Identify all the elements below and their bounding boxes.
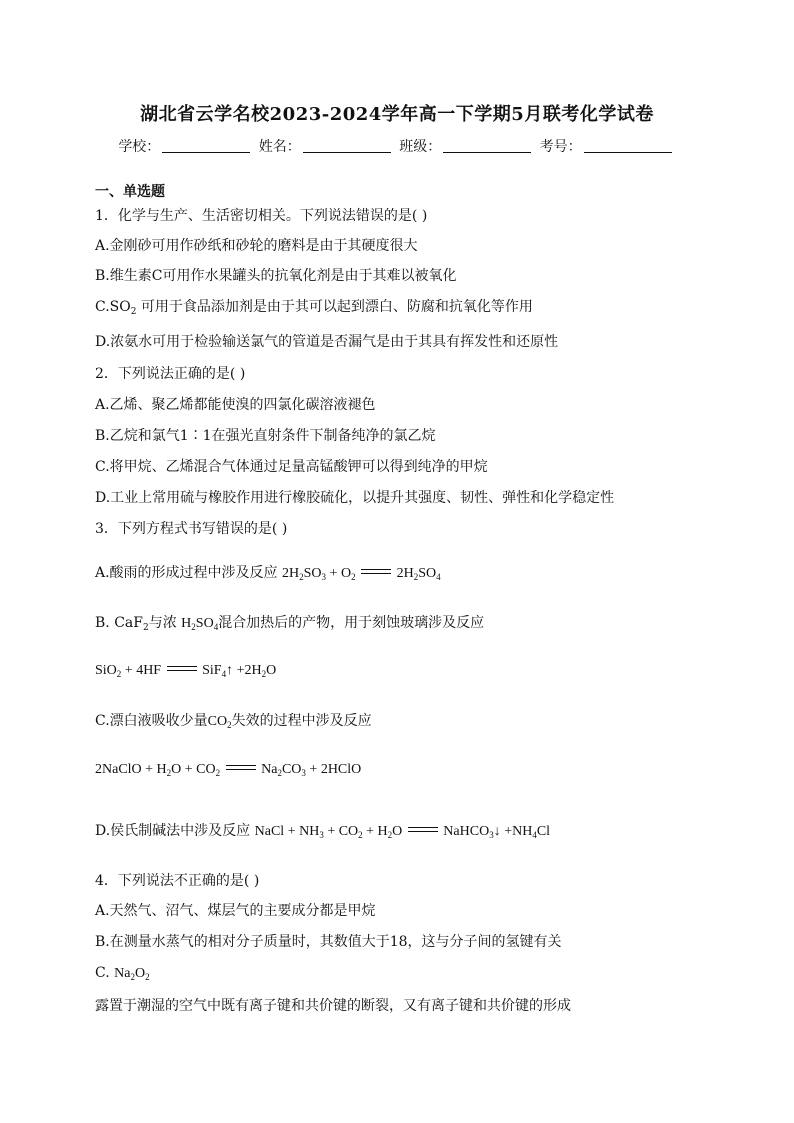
q1-c-formula: C.SO: [95, 299, 131, 315]
q4-option-a: A.天然气、沼气、煤层气的主要成分都是甲烷: [95, 903, 376, 919]
q2-option-b: B.乙烷和氯气1∶1在强光直射条件下制备纯净的氯乙烷: [95, 428, 436, 444]
q4-option-b: B.在测量水蒸气的相对分子质量时，其数值大于18，这与分子间的氢键有关: [95, 934, 562, 950]
q1-c-text: 可用于食品添加剂是由于其可以起到漂白、防腐和抗氧化等作用: [140, 299, 533, 315]
q3-option-d: [95, 823, 550, 841]
q3-stem: 3．下列方程式书写错误的是( ): [95, 521, 288, 537]
name-blank[interactable]: [303, 138, 391, 153]
q3-c-text-2: 失效的过程中涉及反应: [231, 713, 372, 729]
q1-stem: 1．化学与生产、生活密切相关。下列说法错误的是( ): [95, 208, 428, 224]
q3-c-text-1: C.漂白液吸收少量: [95, 713, 208, 729]
q3-a-equation: $2H_2SO_3 + O_2$ $2H_2SO_4$: [282, 566, 441, 582]
q1-option-c: [95, 299, 533, 316]
q1-c-subscript: 2: [130, 307, 137, 317]
q1-option-a: A.金刚砂可用作砂纸和砂轮的磨料是由于其硬度很大: [95, 238, 418, 254]
q3-b-text-3: 混合加热后的产物，用于刻蚀玻璃涉及反应: [218, 615, 485, 631]
q3-b-text-1: B. CaF: [95, 615, 143, 631]
school-label: 学校：: [118, 139, 161, 155]
class-label: 班级：: [399, 139, 442, 155]
class-blank[interactable]: [443, 138, 531, 153]
name-label: 姓名：: [258, 139, 301, 155]
q3-option-a: [95, 565, 441, 583]
q3-a-text: A.酸雨的形成过程中涉及反应: [95, 565, 278, 581]
q3-c-equation: 2NaClO + $H_2O + CO_2$ $Na_2CO_3$ + 2HClO: [95, 762, 362, 778]
q4-option-c-cont: 露置于潮湿的空气中既有离子键和共价键的断裂，又有离子键和共价键的形成: [95, 998, 571, 1014]
q3-d-text: D.侯氏制碱法中涉及反应: [95, 823, 251, 839]
q2-option-a: A.乙烯、聚乙烯都能使溴的四氯化碳溶液褪色: [95, 397, 376, 413]
exam-title: 湖北省云学名校2023-2024学年高一下学期5月联考化学试卷: [140, 104, 654, 125]
student-info-row: [0, 136, 794, 156]
school-blank[interactable]: [162, 138, 250, 153]
q3-option-b: B. CaF$_2$与浓 $H_2SO_4$混合加热后的产物，用于刻蚀玻璃涉及反应: [95, 615, 485, 633]
q4-option-c: C. $Na_2O_2$: [95, 965, 150, 982]
q2-stem: 2．下列说法正确的是( ): [95, 366, 246, 382]
q3-option-c: C.漂白液吸收少量$CO_2$失效的过程中涉及反应: [95, 713, 372, 730]
number-label: 考号：: [539, 139, 582, 155]
section-heading: 一、单选题: [95, 184, 165, 200]
q2-option-c: C.将甲烷、乙烯混合气体通过足量高锰酸钾可以得到纯净的甲烷: [95, 459, 488, 475]
q1-option-b: B.维生素C可用作水果罐头的抗氧化剂是由于其难以被氧化: [95, 268, 457, 284]
q4-stem: 4．下列说法不正确的是( ): [95, 873, 260, 889]
q3-b-equation: SiO$_2$ + 4HF SiF$_4$↑ $+2H_2O$: [95, 663, 277, 679]
q3-b-text-2: 与浓: [148, 615, 177, 631]
q3-d-equation: NaCl + $NH_3 + CO_2 + H_2O$ NaHCO$_3$↓ $+NH_4Cl$: [254, 824, 551, 840]
q1-option-d: D.浓氨水可用于检验输送氯气的管道是否漏气是由于其具有挥发性和还原性: [95, 334, 559, 350]
q2-option-d: D.工业上常用硫与橡胶作用进行橡胶硫化，以提升其强度、韧性、弹性和化学稳定性: [95, 490, 615, 506]
number-blank[interactable]: [584, 138, 672, 153]
